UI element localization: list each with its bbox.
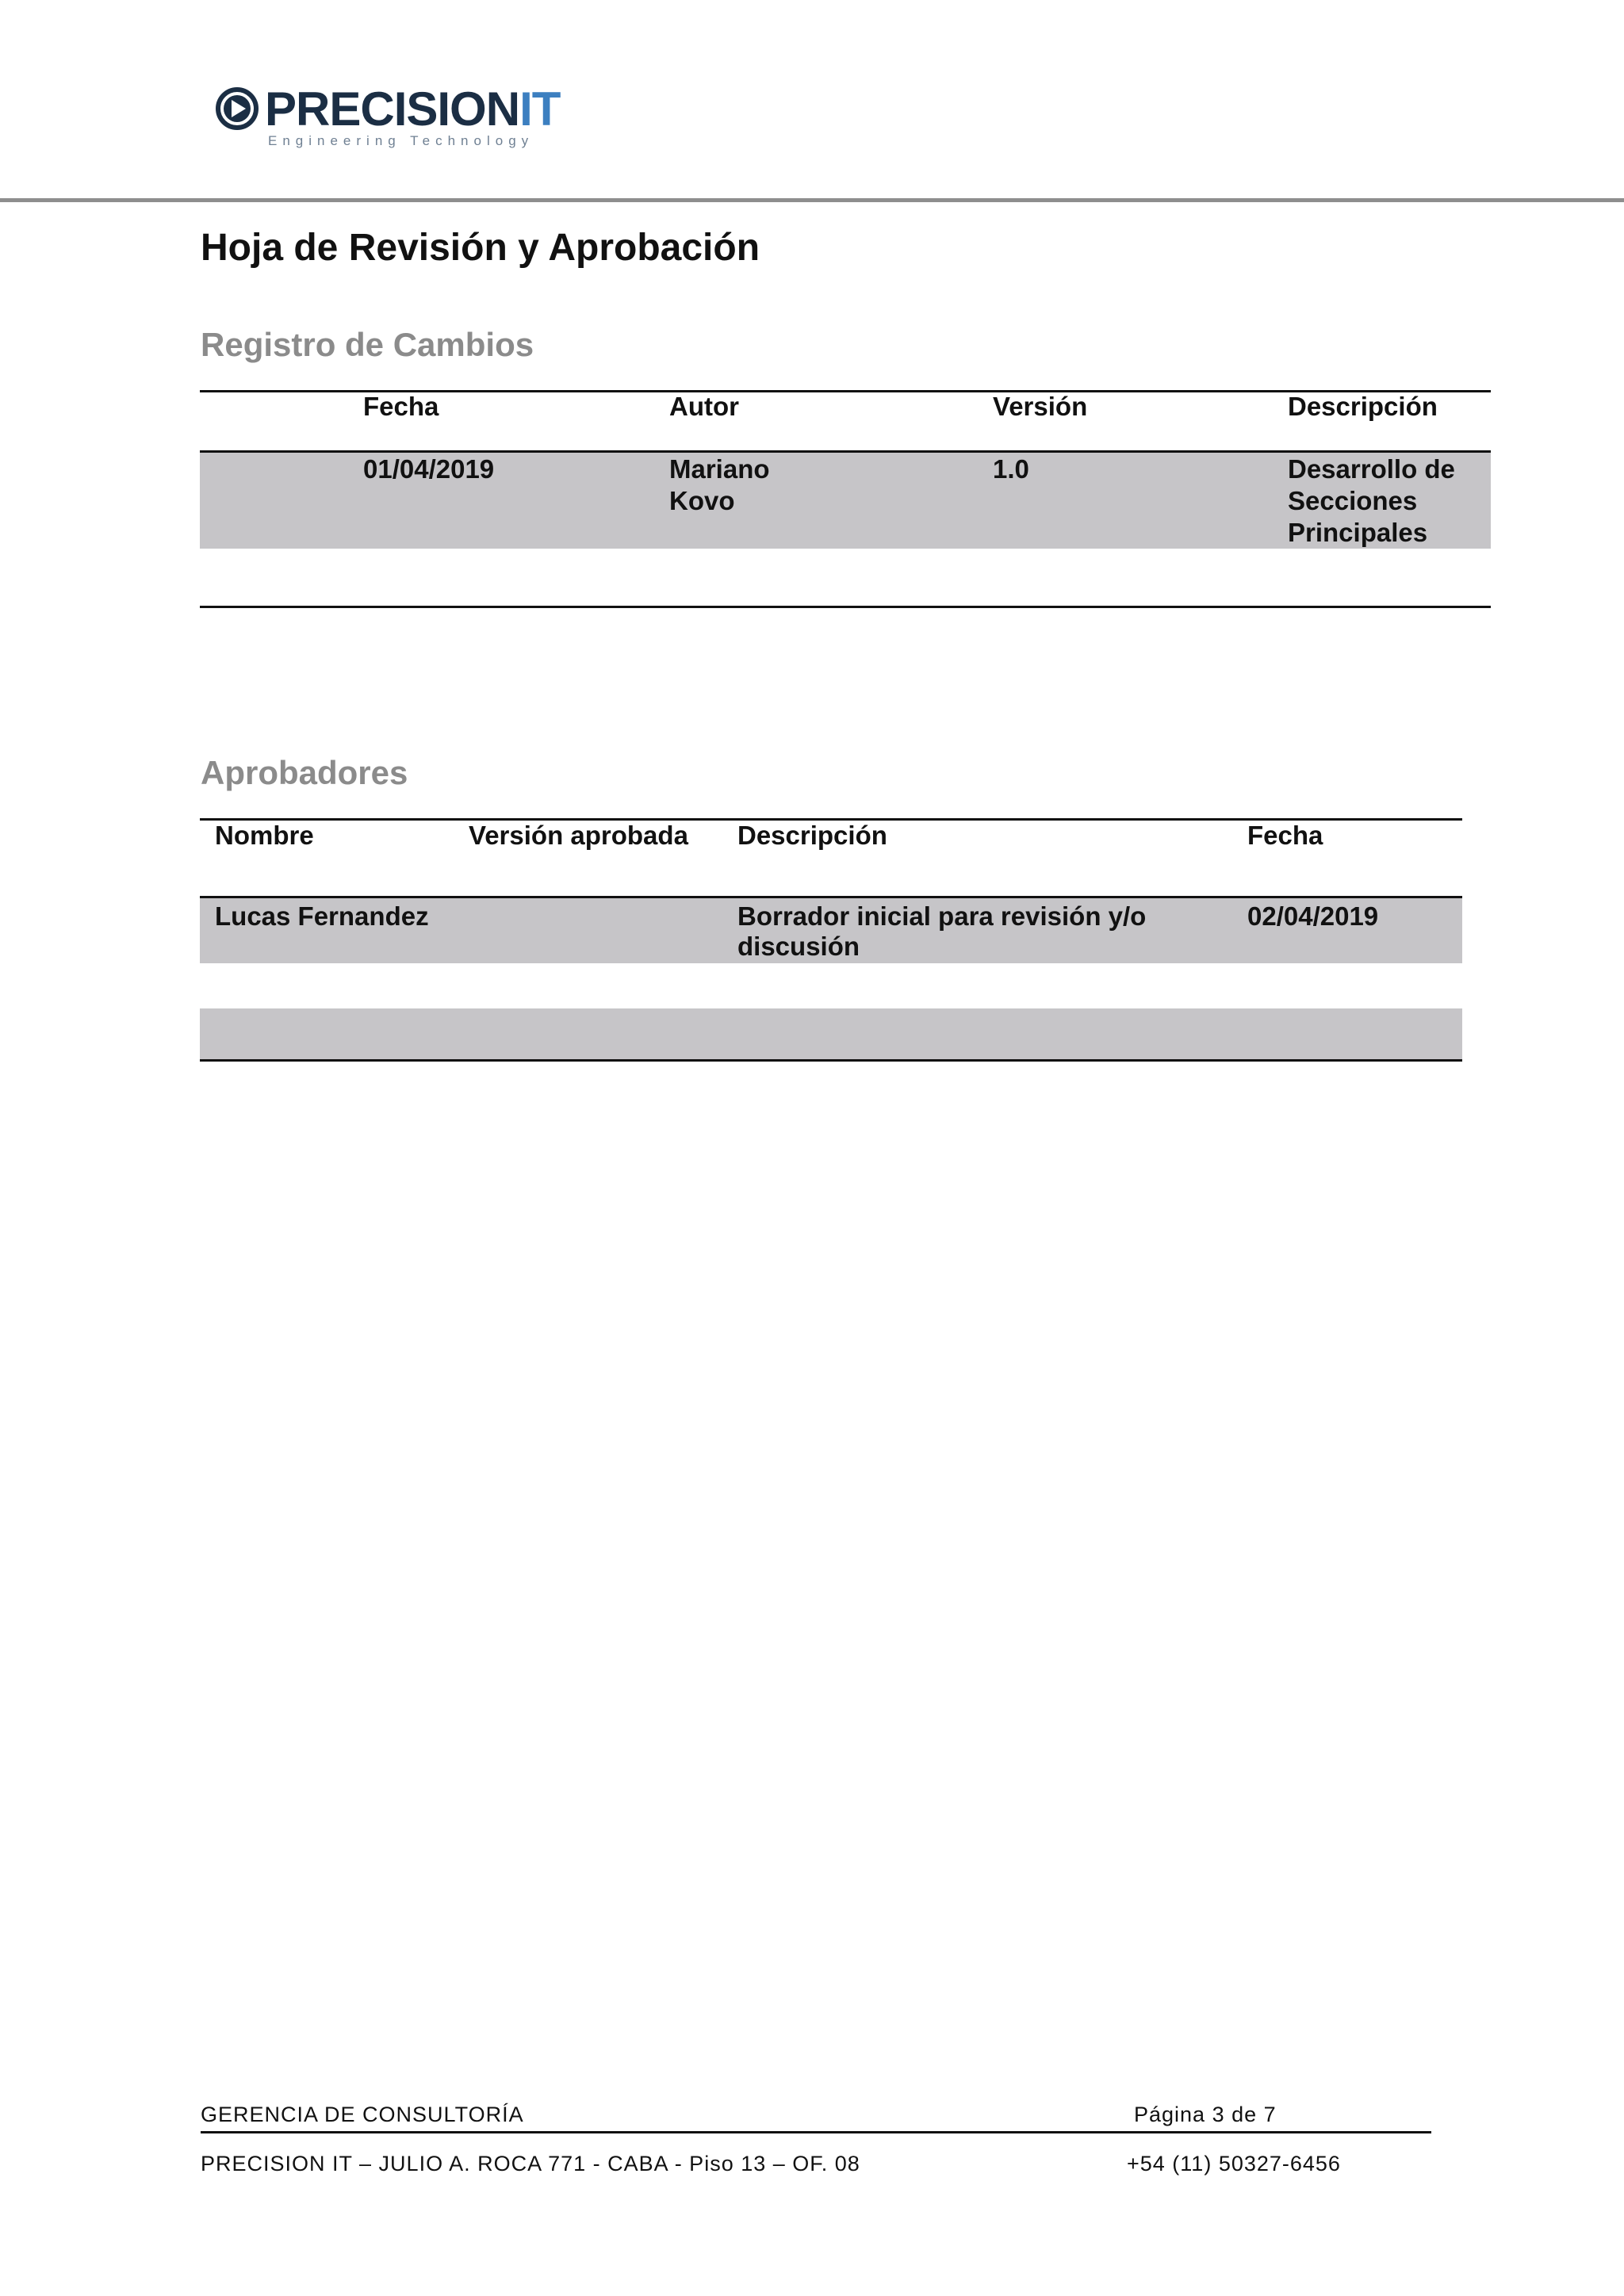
table-bottom-rule <box>200 606 1491 608</box>
table-bottom-rule <box>200 1059 1462 1062</box>
logo-word-accent: IT <box>519 82 561 136</box>
row-version: 1.0 <box>993 454 1029 484</box>
approvers-table <box>200 818 1462 1064</box>
col-header-version-aprobada: Versión aprobada <box>469 821 688 850</box>
row-descripcion-line-1: Borrador inicial para revisión y/o <box>737 901 1147 931</box>
table-row-empty <box>200 1008 1462 1059</box>
row-descripcion-line-1: Desarrollo de <box>1288 454 1455 484</box>
col-header-descripcion: Descripción <box>1288 392 1438 421</box>
footer-page-number: Página 3 de 7 <box>1134 2103 1277 2126</box>
logo-word-primary: PRECISION <box>265 82 520 136</box>
play-circle-logo-icon <box>216 87 259 130</box>
row-nombre: Lucas Fernandez <box>215 901 429 931</box>
row-autor-line-2: Kovo <box>669 486 735 515</box>
logo-wordmark <box>265 81 560 138</box>
row-fecha: 02/04/2019 <box>1247 901 1379 931</box>
page-title: Hoja de Revisión y Aprobación <box>201 227 760 269</box>
col-header-autor: Autor <box>669 392 739 421</box>
col-header-version: Versión <box>993 392 1088 421</box>
footer-address: PRECISION IT – JULIO A. ROCA 771 - CABA - Piso 13 – OF. 08 <box>201 2152 860 2175</box>
approvers-section-title: Aprobadores <box>201 754 408 791</box>
logo-tagline: Engineering Technology <box>268 133 534 148</box>
footer-department: GERENCIA DE CONSULTORÍA <box>201 2103 524 2126</box>
row-descripcion-line-2: discusión <box>737 932 860 961</box>
row-fecha: 01/04/2019 <box>363 454 495 484</box>
col-header-fecha: Fecha <box>363 392 439 421</box>
changes-section-title: Registro de Cambios <box>201 326 534 363</box>
row-autor-line-1: Mariano <box>669 454 770 484</box>
header-divider <box>0 198 1624 202</box>
col-header-descripcion: Descripción <box>737 821 887 850</box>
company-logo <box>213 82 561 151</box>
col-header-fecha: Fecha <box>1247 821 1323 850</box>
changes-table <box>200 390 1491 612</box>
footer-divider <box>201 2131 1431 2133</box>
row-descripcion-line-2: Secciones <box>1288 486 1418 515</box>
row-descripcion-line-3: Principales <box>1288 518 1428 547</box>
col-header-nombre: Nombre <box>215 821 314 850</box>
footer-phone: +54 (11) 50327-6456 <box>1127 2152 1341 2175</box>
